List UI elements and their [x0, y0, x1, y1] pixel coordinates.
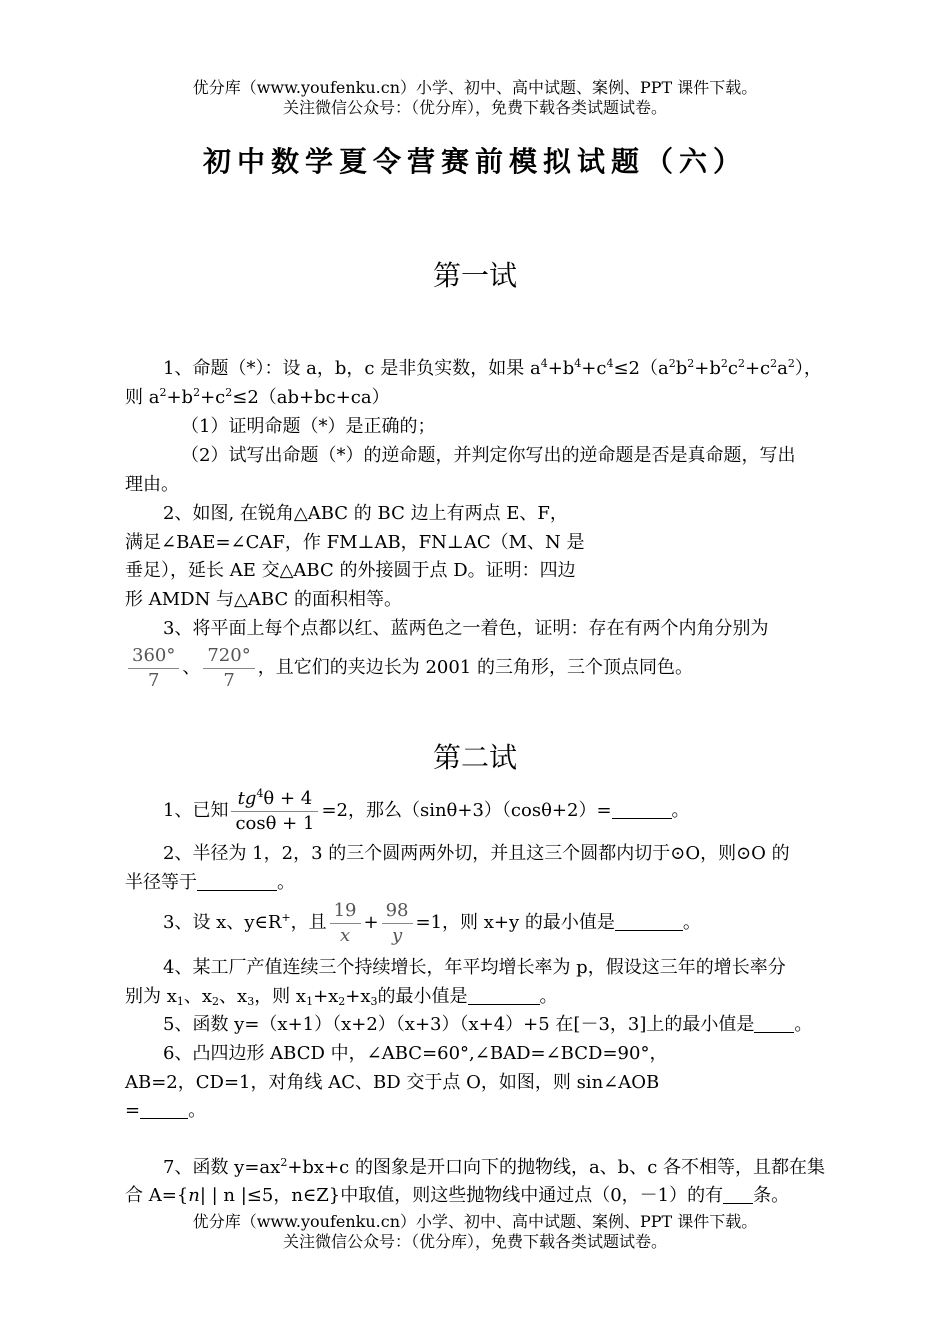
s2-q2-line-1: 2、半径为 1，2，3 的三个圆两两外切，并且这三个圆都内切于⊙O，则⊙O 的 [163, 843, 790, 864]
s1-q3-line-2: $\frac{360^\circ}{7}$ 、 $\frac{720^\circ}{7}$ ，且它们的夹边长为 2001 的三角形，三个顶点同色。 [125, 643, 830, 693]
section-2-heading: 第二试 [432, 741, 517, 774]
fraction-360-7: $\frac{360^\circ}{7}$ [128, 644, 179, 693]
s1-q1-line-1: 1、命题（*）：设 a，b，c 是非负实数，如果 $a^4+b^4+c^4\le 2(a^2b^2+b^2c^2+c^2a^2)$， [163, 357, 822, 379]
s1-q1-part-1: （1）证明命题（*）是正确的； [181, 416, 436, 437]
s1-q1-part-2: （2）试写出命题（*）的逆命题，并判定你写出的逆命题是否是真命题，写出 [181, 445, 796, 466]
page-title: 初中数学夏令营赛前模拟试题（六） [202, 145, 747, 178]
s2-q1-line: 1、已知 $\frac{tg^4\theta + 4}{\cos\theta + 1}$ =2，那么（sinθ+3）（cosθ+2）= 。 [163, 786, 690, 834]
footer-line-1: 优分库（www.youfenku.cn）小学、初中、高中试题、案例、PPT 课件下载。 [192, 1212, 758, 1231]
s2-q4-line-2: 别为 $x_1$、$x_2$、$x_3$，则 $x_1+x_2+x_3$的最小值是 。 [125, 986, 558, 1008]
s2-q5-line: 5、函数 y=（x+1）（x+2）（x+3）（x+4）+5 在[－3，3]上的最小值是 。 [163, 1014, 813, 1035]
section-1-heading: 第一试 [432, 259, 517, 292]
header-line-1: 优分库（www.youfenku.cn）小学、初中、高中试题、案例、PPT 课件下载。 [192, 78, 758, 97]
s1-q2-line-3: 垂足），延长 AE 交△ABC 的外接圆于点 D。证明：四边 [125, 560, 576, 581]
answer-blank [754, 1014, 794, 1033]
s1-q1-line-2: 则 $a^2+b^2+c^2\le 2(ab+bc+ca)$ [125, 386, 390, 408]
s2-q3-line: 3、设 x、y∈R+，且 $\frac{19}{x}$ + $\frac{98}{y}$ =1，则 x+y 的最小值是 。 [163, 899, 701, 946]
s1-q2-line-1: 2、如图, 在锐角△ABC 的 BC 边上有两点 E、F， [163, 503, 568, 524]
s1-q3-line-1: 3、将平面上每个点都以红、蓝两色之一着色，证明：存在有两个内角分别为 [163, 618, 769, 639]
answer-blank [612, 800, 672, 819]
header-line-2: 关注微信公众号：（优分库），免费下载各类试题试卷。 [282, 98, 667, 117]
s2-q2-line-2: 半径等于 。 [125, 872, 295, 893]
fraction-720-7: $\frac{720^\circ}{7}$ [203, 644, 254, 693]
s2-q7-line-1: 7、函数 $y=ax^2+bx+c$ 的图象是开口向下的抛物线，a、b、c 各不相等，且都在集 [163, 1156, 826, 1178]
s1-q2-line-2: 满足∠BAE=∠CAF，作 FM⊥AB，FN⊥AC（M、N 是 [125, 532, 585, 553]
fraction-tg-cos: $\frac{tg^4\theta + 4}{\cos\theta + 1}$ [231, 787, 318, 836]
answer-blank [468, 986, 540, 1005]
footer-line-2: 关注微信公众号：（优分库），免费下载各类试题试卷。 [282, 1232, 667, 1251]
s1-q2-line-4: 形 AMDN 与△ABC 的面积相等。 [125, 589, 402, 610]
s2-q6-line-2: AB=2，CD=1，对角线 AC、BD 交于点 O，如图，则 sin∠AOB [125, 1072, 660, 1093]
s2-q7-line-2: 合 A={n| | n |≤5，n∈Z}中取值，则这些抛物线中通过点（0，－1）的有 条。 [125, 1185, 790, 1206]
s2-q4-line-1: 4、某工厂产值连续三个持续增长，年平均增长率为 p，假设这三年的增长率分 [163, 957, 786, 978]
answer-blank [723, 1185, 753, 1204]
s2-q6-line-3: = 。 [125, 1100, 207, 1121]
answer-blank [140, 1100, 188, 1119]
s2-q6-line-1: 6、凸四边形 ABCD 中，∠ABC=60°,∠BAD=∠BCD=90°， [163, 1043, 668, 1064]
fraction-98-y: $\frac{98}{y}$ [382, 899, 413, 948]
s1-q1-part-2-cont: 理由。 [125, 474, 179, 495]
answer-blank [197, 872, 277, 891]
answer-blank [615, 912, 683, 931]
fraction-19-x: $\frac{19}{x}$ [330, 899, 361, 948]
